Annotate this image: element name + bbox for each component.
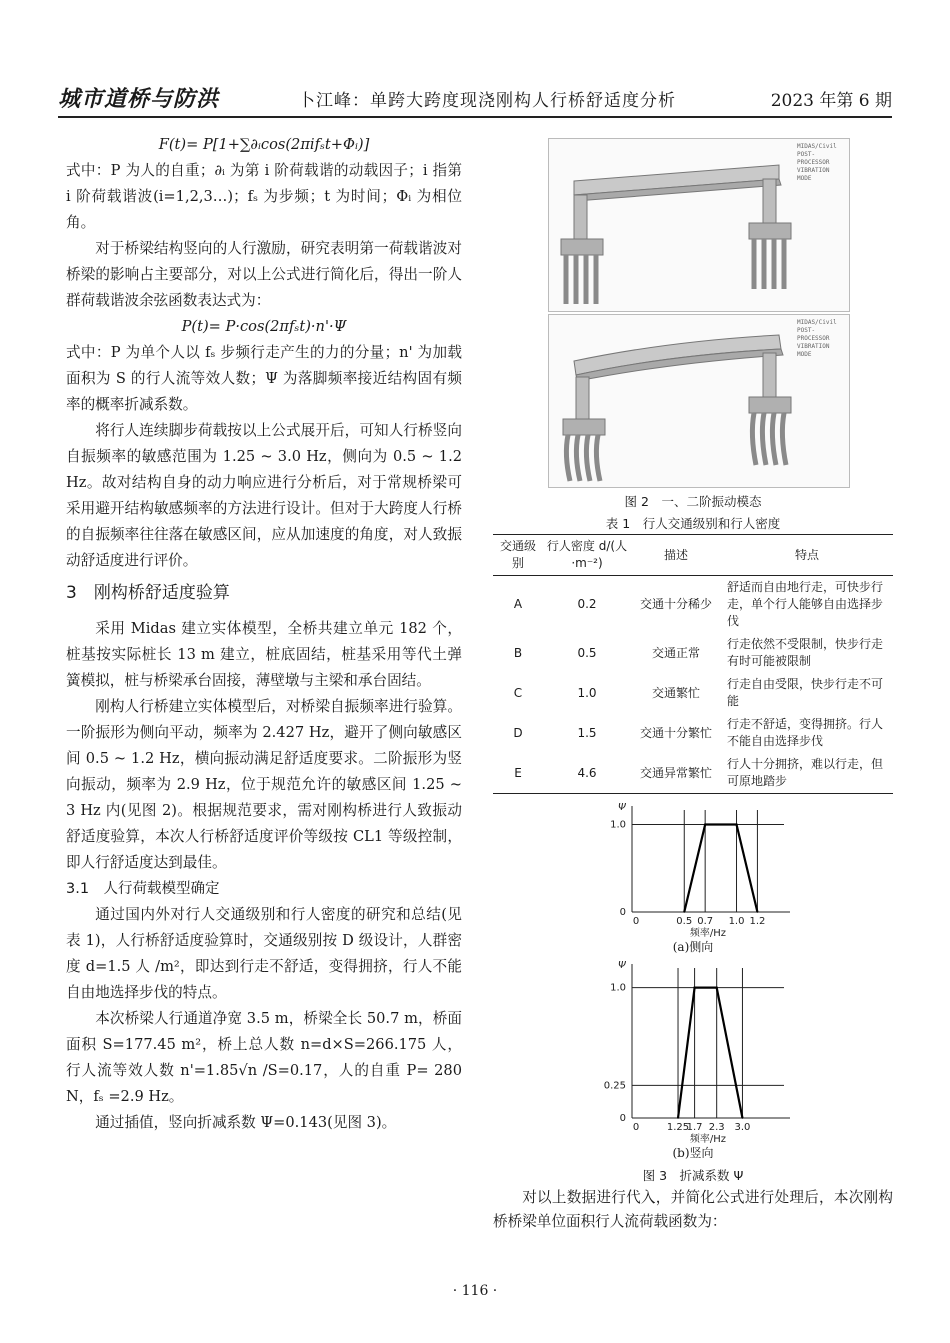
- table-cell: A: [513, 597, 523, 611]
- figure-3-caption: 图 3 折减系数 Ψ: [642, 1168, 744, 1183]
- data-point: [742, 1117, 744, 1119]
- data-point: [704, 824, 706, 826]
- column-header: 特点: [721, 535, 893, 576]
- paragraph: 将行人连续脚步荷载按以上公式展开后，可知人行桥竖向自振频率的敏感范围为 1.25 ~ 3.0 Hz，侧向为 0.5 ~ 1.2 Hz。故对结构自身的动力响应进行分析后，对于常规桥梁可采用避开结构敏感频率的方法进行设计。但对于大跨度人行桥的自振频率往往落在敏感区间，应从加速度的角度，对人致振动舒适度进行评价。: [66, 422, 462, 569]
- x-tick-label: 1.7: [686, 1122, 703, 1133]
- table-cell: B: [513, 645, 523, 660]
- page-number: · 116 ·: [452, 1283, 498, 1299]
- y-axis-label: Ψ: [618, 960, 626, 971]
- left-column: [66, 132, 462, 1136]
- data-point: [677, 1117, 679, 1119]
- x-tick-label: 1.2: [749, 916, 766, 927]
- table-cell: 舒适而自由地行走，可快步行走，单个行人能够自由选择步伐: [727, 580, 884, 628]
- table-cell: 1.5: [577, 725, 597, 740]
- section-heading: 3 刚构桥舒适度验算: [66, 583, 230, 603]
- table-cell: E: [493, 753, 543, 794]
- table-cell: 0.2: [577, 597, 597, 611]
- table-header-row: [493, 535, 893, 576]
- table-cell: 0.5: [577, 645, 597, 660]
- table-row: [493, 713, 893, 753]
- figure-2: [493, 130, 893, 486]
- paragraph: 通过插值，竖向折减系数 Ψ=0.143(见图 3)。: [95, 1114, 397, 1131]
- table-cell: 交通正常: [651, 645, 700, 660]
- table-row: [493, 673, 893, 713]
- mode-2-image: [548, 314, 850, 488]
- paragraph: 采用 Midas 建立实体模型，全桥共建立单元 182 个，桩基按实际桩长 13 m 建立，桩底固结，桩基采用等代土弹簧模拟，桩与桥梁承台固接，薄壁墩与主梁和承台固结。: [66, 620, 462, 689]
- table-cell: 4.6: [543, 753, 631, 794]
- table-cell: 行走依然不受限制，快步行走有时可能被限制: [727, 637, 884, 668]
- data-point: [736, 824, 738, 826]
- traffic-table: [493, 534, 893, 794]
- formula-1: F(t)= P[1+∑∂ᵢcos(2πifₛt+Φᵢ)]: [158, 136, 370, 153]
- table-cell: 行走不舒适，变得拥挤。行人不能自由选择步伐: [727, 717, 884, 748]
- psi-series-line: [684, 825, 757, 913]
- table-row: [493, 576, 893, 634]
- issue-label: 2023 年第 6 期: [770, 91, 892, 111]
- table-cell: 交通繁忙: [651, 685, 700, 700]
- data-point: [683, 911, 685, 913]
- data-point: [716, 987, 718, 989]
- subsection-heading: 3.1 人行荷载模型确定: [66, 881, 220, 897]
- figure-2-caption: 图 2 一、二阶振动模态: [624, 494, 762, 509]
- table-cell: 交通异常繁忙: [631, 753, 721, 794]
- psi-series-line: [678, 988, 742, 1118]
- column-header: 交通级别: [493, 535, 543, 576]
- x-tick-label: 0.7: [697, 916, 714, 927]
- x-axis-label: 频率/Hz: [689, 1134, 727, 1145]
- paragraph: 式中：P 为单个人以 fₛ 步频行走产生的力的分量；n' 为加载面积为 S 的行人流等效人数；Ψ 为落脚频率接近结构固有频率的概率折减系数。: [66, 344, 462, 413]
- x-tick-label: 0.5: [676, 916, 693, 927]
- x-tick-label: 0: [632, 1122, 640, 1133]
- running-title: 卜江峰：单跨大跨度现浇刚构人行桥舒适度分析: [298, 91, 676, 111]
- table-cell: 交通十分稀少: [639, 597, 712, 611]
- y-tick-label: 0: [619, 907, 626, 918]
- y-tick-label: 0: [619, 1113, 626, 1124]
- paragraph: 对以上数据进行代入，并简化公式进行处理后，本次刚构桥桥梁单位面积行人流荷载函数为：: [493, 1189, 893, 1230]
- x-tick-label: 1.25: [666, 1122, 690, 1133]
- paragraph: 式中：P 为人的自重；∂ᵢ 为第 i 阶荷载谐的动载因子；i 指第 i 阶荷载谐波(i=1,2,3…)；fₛ 为步频；t 为时间；Φᵢ 为相位角。: [66, 162, 462, 231]
- y-tick-label: 0.25: [603, 1080, 626, 1092]
- y-tick-label: 1.0: [610, 819, 626, 831]
- y-tick-label: 1.0: [610, 982, 626, 994]
- table-cell: 交通十分繁忙: [639, 725, 712, 740]
- table-row: [493, 633, 893, 673]
- table-row: [493, 753, 893, 794]
- psi-lateral-chart: [588, 800, 798, 942]
- paragraph: 刚构人行桥建立实体模型后，对桥梁自振频率进行验算。一阶振形为侧向平动，频率为 2.427 Hz，避开了侧向敏感区间 0.5 ~ 1.2 Hz，横向振动满足舒适度要求。二阶振形为竖向振动，频率为 2.9 Hz，位于规范允许的敏感区间 1.25 ~ 3 Hz 内(见图 2)。根据规范要求，需对刚构桥进行人致振动舒适度验算，本次人行桥舒适度评价等级按 CL1 等级控制，即人行舒适度达到最佳。: [66, 698, 462, 871]
- x-axis-label: 频率/Hz: [689, 928, 727, 939]
- model-legend: MIDAS/Civil POST-PROCESSOR VIBRATION MODE: [797, 319, 837, 358]
- x-tick-label: 2.3: [708, 1122, 725, 1133]
- table-cell: D: [513, 725, 523, 740]
- chart-a-title: (a)侧向: [672, 940, 714, 954]
- table-1-caption: 表 1 行人交通级别和行人密度: [605, 516, 781, 531]
- x-tick-label: 3.0: [734, 1122, 751, 1133]
- journal-logo: 城市道桥与防洪: [58, 86, 220, 112]
- mode-1-image: [548, 138, 850, 312]
- table-cell: 1.0: [577, 685, 597, 700]
- right-column: [493, 130, 893, 1234]
- table-cell: 行人十分拥挤，难以行走，但可原地踏步: [721, 753, 893, 794]
- paragraph: 对于桥梁结构竖向的人行激励，研究表明第一荷载谐波对桥梁的影响占主要部分，对以上公式进行简化后，得出一阶人群荷载谐波余弦函数表达式为：: [66, 240, 462, 309]
- model-legend: MIDAS/Civil POST-PROCESSOR VIBRATION MODE: [797, 143, 837, 182]
- chart-b-title: (b)竖向: [672, 1146, 714, 1160]
- psi-vertical-chart: [588, 958, 798, 1148]
- formula-2: P(t)= P·cos(2πfₛt)·n'·Ψ: [181, 318, 347, 335]
- table-cell: 行走自由受限，快步行走不可能: [727, 677, 884, 708]
- paragraph: 本次桥梁人行通道净宽 3.5 m，桥梁全长 50.7 m，桥面面积 S=177.45 m²，桥上总人数 n=d×S=266.175 人，行人流等效人数 n'=1.85√n /S=0.17，人的自重 P= 280 N，fₛ =2.9 Hz。: [66, 1010, 462, 1105]
- data-point: [694, 987, 696, 989]
- column-header: 行人密度 d/(人·m⁻²): [543, 535, 631, 576]
- column-header: 描述: [631, 535, 721, 576]
- y-axis-label: Ψ: [618, 802, 626, 813]
- paragraph: 通过国内外对行人交通级别和行人密度的研究和总结(见表 1)，人行桥舒适度验算时，交通级别按 D 级设计，人群密度 d=1.5 人 /m²，即达到行走不舒适，变得拥挤，行人不能自由地选择步伐的特点。: [66, 906, 462, 1001]
- x-tick-label: 0: [632, 916, 640, 927]
- table-cell: C: [513, 685, 523, 700]
- data-point: [757, 911, 759, 913]
- x-tick-label: 1.0: [728, 916, 745, 927]
- page-header: [58, 80, 892, 118]
